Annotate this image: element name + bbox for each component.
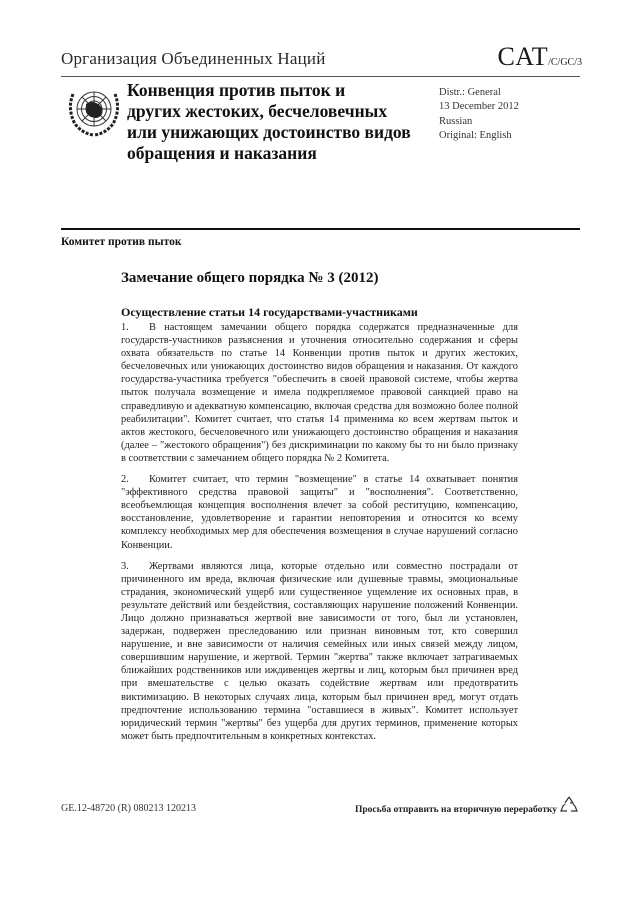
document-date: 13 December 2012 [439,101,519,113]
paragraph-2 [121,473,518,552]
paragraph-number: 3. [121,560,129,572]
paragraph-number: 2. [121,474,129,486]
document-code: GE.12-48720 (R) 080213 120213 [61,803,196,814]
paragraph-3 [121,560,518,743]
symbol-main: CAT [497,42,549,71]
paragraph-1 [121,321,518,465]
original-language: Original: English [439,129,512,141]
paragraph-text: Жертвами являются лица, которые отдельно или совместно пострадали от причиненного им вреда, включая физические или душевные травмы, эмоциональные страдания, экономический ущерб или существенное ущемление их основных прав, в результате действий или бездействия, составляющих нарушение положений Конвенции. Лицо должно признаваться жертвой вне зависимости от того, был ли установлен, задержан, подвержен преследованию или признан виновным тот, кто совершил нарушение, и вне зависимости от наличия семейных или иных связей между лицом, совершившим нарушение, и жертвой. Термин "жертва" также включает затрагиваемых ближайших родственников или иждивенцев жертвы и лиц, которым был причинен вред при вмешательстве с целью оказать содействие жертвам или предотвратить виктимизацию. В некоторых случаях лица, которым был причинен вред, могут отдать предпочтение использованию термина "оставшиеся в живых". Комитет использует юридический термин "жертвы" без ущерба для других терминов, применение которых может быть предпочтительным в конкретных контекстах. [121,560,518,742]
convention-title [127,80,427,164]
recycle-text: Просьба отправить на вторичную переработку [355,805,557,815]
document-language: Russian [439,115,473,127]
organization-name: Организация Объединенных Наций [61,49,326,68]
distribution-info [439,86,519,143]
committee-name: Комитет против пыток [61,236,182,248]
title-line: других жестоких, бесчеловечных [127,101,388,121]
paragraph-number: 1. [121,322,129,333]
title-rule [61,228,580,230]
recycle-notice [355,795,578,815]
paragraph-text: Комитет считает, что термин "возмещение" в статье 14 охватывает понятия "эффективного средства правовой защиты" и "восполнения". Соответственно, всеобъемлющая концепция восполнения влечет за собой реституцию, компенсацию, восстановление, удовлетворение и гарантии неповторения и относится ко всему комплексу необходимых мер для обеспечения возмещения в случае нарушений согласно Конвенции. [121,474,518,551]
title-line: или унижающих достоинство видов [127,122,411,142]
distr-label: Distr.: General [439,87,501,98]
header-rule [61,76,580,77]
document-symbol [497,42,582,72]
recycle-icon [560,795,578,815]
symbol-sub: /C/GC/3 [548,57,582,68]
section-subtitle: Осуществление статьи 14 государствами-участниками [121,305,418,319]
un-emblem-icon [64,80,124,140]
paragraph-text: В настоящем замечании общего порядка содержатся предназначенные для государств-участников разъяснения и уточнения относительно содержания и сферы охвата обязательств по статье 14 Конвенции против пыток и других жестоких, бесчеловечных или унижающих достоинство видов обращения и наказания. От каждого государства-участника требуется "обеспечить в своей правовой системе, чтобы жертва пыток получала возмещение и имела подкрепляемое правовой санкцией право на справедливую и адекватную компенсацию, включая средства для возможно более полной реабилитации". Комитет считает, что статья 14 применима ко всем жертвам пыток и актов жестокого, бесчеловечного или унижающего достоинство обращения и наказания (далее – "жестокого обращения") без дискриминации по какому бы то ни было признаку в соответствии с замечанием общего порядка № 2 Комитета. [121,322,518,464]
title-line: обращения и наказания [127,143,317,163]
title-line: Конвенция против пыток и [127,80,346,100]
document-body [121,321,518,751]
general-comment-title: Замечание общего порядка № 3 (2012) [121,270,379,286]
